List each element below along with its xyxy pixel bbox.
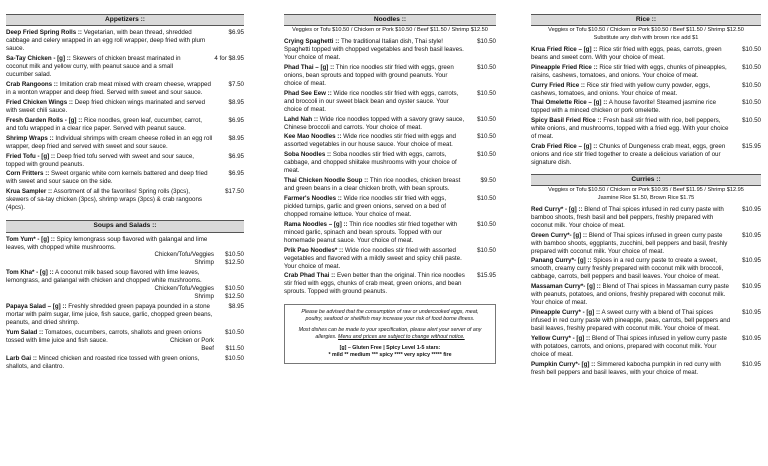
item-desc: The traditional Italian dish, Thai style! Spaghetti topped with chopped vegetables and fresh basil leaves. Your choice of meat. — [284, 38, 464, 62]
item-price: $6.95 — [228, 116, 244, 124]
item-name: Soba Noodles :: — [284, 151, 332, 159]
item-name: Thai Omelette Rice – [g] :: — [531, 99, 608, 107]
item-price: $10.95 — [742, 283, 761, 291]
item-desc: Vegetarian, with bean thread, shredded cabbage and celery wrapped in an egg roll wrapper, deep fried with plum sauce. — [6, 29, 206, 53]
soups-list — [6, 236, 244, 371]
item-price: $10.50 — [477, 63, 496, 71]
item-price: $10.50 — [477, 246, 496, 254]
item-desc: A sweet curry with a blend of Thai spices infused in red curry paste with pineapple, peas, carrots, bell peppers and basil leaves, freshly prepared with coconut milk. Your choice of meat. — [531, 309, 731, 332]
item-name: Pumpkin Curry*- [g] :: — [531, 360, 596, 368]
variant-label: Chicken or Pork — [169, 336, 214, 344]
item-price: $10.50 — [742, 45, 761, 53]
item-desc: Wide rice noodles stir fried with assorted vegetables and flavored with a mildly sweet and spicy chili paste. Your choice of meat. — [284, 246, 462, 270]
menu-item — [531, 361, 761, 377]
item-name: Shrimp Wraps :: — [6, 134, 54, 142]
item-price: $8.95 — [228, 303, 244, 311]
noodles-pricing: Veggies or Tofu $10.50 / Chicken or Pork $10.50 / Beef $11.50 / Shrimp $12.50 — [292, 27, 488, 34]
item-price: $10.50 — [742, 117, 761, 125]
item-price: $7.50 — [228, 81, 244, 89]
item-price: $10.50 — [225, 354, 244, 362]
item-price: 4 for $8.95 — [214, 55, 244, 63]
item-price: $6.95 — [228, 29, 244, 37]
menu-item — [6, 55, 244, 79]
menu-item — [531, 82, 761, 98]
item-price: $8.95 — [228, 134, 244, 142]
item-name: Pineapple Fried Rice :: — [531, 63, 598, 71]
menu-item — [6, 153, 244, 169]
item-name: Yellow Curry* - [g] :: — [531, 334, 591, 342]
item-price: $10.50 — [477, 195, 496, 203]
item-name: Fried Chicken Wings :: — [6, 98, 73, 106]
item-name: Fresh Garden Rolls - [g] :: — [6, 116, 83, 124]
item-name: Krua Fried Rice – [g] :: — [531, 45, 598, 53]
item-desc: Thin rice noodles stir fried with eggs, green onions, bean sprouts and topped with ground peanuts. Your choice of meat. — [284, 63, 454, 87]
item-desc: Wide rice noodles stir fried with eggs, pickled turnips, garlic and green onions, served on a bed of chopped romaine lettuce. Your choice of meat. — [284, 195, 447, 218]
item-price: $10.95 — [742, 205, 761, 213]
item-name: Massaman Curry*- [g] :: — [531, 283, 601, 291]
menu-item — [284, 90, 496, 114]
menu-item — [531, 257, 761, 281]
item-desc: Deep fried chicken wings marinated and served with sweet chili sauce. — [6, 98, 206, 114]
item-name: Kee Mao Noodles :: — [284, 133, 342, 141]
menu-item — [531, 335, 761, 359]
notice-food-safety: Please be advised that the consumption of raw or undercooked eggs, meat, poultry, seafood or shellfish may increase your risk of food borne illness. — [301, 309, 479, 323]
item-desc: Simmered kabocha pumpkin in red curry with fresh bell peppers and basil leaves, with your choice of meat. — [531, 360, 721, 376]
price-variant — [6, 293, 244, 301]
item-desc: Soba noodles stir fried with eggs, carrots, cabbage, and chopped shiitake mushrooms with your choice of meat. — [284, 151, 457, 175]
item-price: $10.95 — [742, 231, 761, 239]
item-desc: Freshly shredded green papaya pounded in a stone mortar with palm sugar, lime juice, fish sauce, garlic, chopped green beans, peanuts, and dried shrimp. — [6, 303, 213, 326]
item-price: $10.95 — [742, 257, 761, 265]
item-price: $10.50 — [742, 99, 761, 107]
noodles-list — [284, 38, 496, 296]
variant-price: $11.50 — [225, 344, 244, 352]
menu-item — [6, 303, 244, 327]
item-name: Larb Gai :: — [6, 354, 37, 362]
allergy-notice — [284, 304, 496, 363]
menu-item — [531, 309, 761, 333]
item-name: Tom Kha* - [g] :: — [6, 269, 54, 277]
curries-header: Curries :: — [531, 174, 761, 186]
item-name: Curry Fried Rice :: — [531, 81, 585, 89]
variant-label: Chicken/Tofu/Veggies — [154, 251, 214, 259]
menu-item — [6, 269, 244, 285]
price-variant — [6, 285, 244, 293]
item-name: Corn Fritters :: — [6, 170, 50, 178]
notice-allergies-text: Most dishes can be made to your specification, please alert your server of any allergies. — [298, 327, 482, 340]
item-price: $10.95 — [742, 360, 761, 368]
menu-item — [284, 38, 496, 62]
item-price: $10.50 — [742, 63, 761, 71]
curries-rice-note: Jasmine Rice $1.50, Brown Rice $1.75 — [597, 195, 695, 202]
variant-label: Beef — [201, 344, 214, 352]
menu-item — [531, 117, 761, 141]
variant-price: $12.50 — [225, 293, 244, 301]
item-name: Sa-Tay Chicken - [g] :: — [6, 55, 71, 63]
item-name: Red Curry* - [g] :: — [531, 205, 583, 213]
item-name: Crab Rangoons :: — [6, 81, 58, 89]
menu-item — [531, 99, 761, 115]
item-name: Krua Sampler :: — [6, 188, 53, 196]
rice-brown-note: Substitute any dish with brown rice add $1 — [593, 35, 699, 42]
item-desc: Wide rice noodles topped with a savory gravy sauce, Chinese broccoli and carrots. Your choice of meat. — [284, 115, 465, 131]
menu-item — [284, 116, 496, 132]
item-price: $10.50 — [477, 220, 496, 228]
item-desc: Fresh basil stir fried with rice, bell peppers, white onions, and mushrooms, topped with a fried egg. With your choice of meat. — [531, 117, 729, 141]
menu-item — [531, 143, 761, 167]
menu-item — [531, 232, 761, 256]
column-right — [531, 14, 761, 379]
rice-pricing: Veggies or Tofu $10.50 / Chicken or Pork $10.50 / Beef $11.50 / Shrimp $12.50 — [548, 27, 744, 34]
item-desc: Thin rice noodles, chicken breast and green beans in a clear chicken broth, with bean sprouts. — [284, 177, 461, 193]
item-desc: Tomatoes, cucumbers, carrots, shallots and green onions tossed with lime juice and fish sauce. — [6, 328, 202, 344]
variant-label: Shrimp — [194, 259, 214, 267]
notice-price-change: Menu and prices are subject to change without notice. — [338, 333, 465, 340]
menu-item — [284, 195, 496, 219]
item-desc: Deep fried tofu served with sweet and sour sauce, topped with ground peanuts. — [6, 152, 194, 168]
menu-item — [6, 81, 244, 97]
item-desc: Spicy lemongrass soup flavored with galangal and lime leaves, with chopped white mushrooms. — [6, 235, 208, 251]
item-desc: Blend of Thai spices in Massaman curry paste with peanuts, potatoes, and onions, freshly prepared with coconut milk. Your choice of meat. — [531, 283, 729, 307]
item-price: $10.50 — [477, 115, 496, 123]
menu-item — [6, 29, 244, 53]
spice-legend-title: [g] – Gluten Free | Spicy Level 1-5 stars: — [339, 344, 441, 351]
variant-price: $10.50 — [225, 285, 244, 293]
item-name: Papaya Salad – [g] :: — [6, 303, 67, 311]
item-name: Yum Salad :: — [6, 328, 44, 336]
item-name: Deep Fried Spring Rolls :: — [6, 29, 82, 37]
soups-header: Soups and Salads :: — [6, 220, 244, 232]
rice-header: Rice :: — [531, 14, 761, 26]
menu-item — [6, 355, 244, 371]
item-desc: Blend of Thai spices infused in red curry paste with bamboo shoots, fresh basil and bell peppers, freshly prepared with coconut milk. Your choice of meat. — [531, 205, 724, 229]
curries-pricing: Veggies or Tofu $10.50 / Chicken or Pork $10.95 / Beef $11.95 / Shrimp $12.95 — [548, 187, 744, 194]
item-name: Farmer's Noodles :: — [284, 195, 342, 203]
menu-item — [531, 283, 761, 307]
notice-allergies — [293, 327, 487, 341]
variant-label: Chicken/Tofu/Veggies — [154, 285, 214, 293]
column-left — [6, 14, 244, 373]
item-price: $10.50 — [477, 151, 496, 159]
item-price: $9.50 — [480, 177, 496, 185]
item-desc: Skewers of chicken breast marinated in coconut milk and yellow curry, with peanut sauce and a small cucumber salad. — [6, 55, 181, 79]
menu-item — [531, 64, 761, 80]
menu-item — [284, 151, 496, 175]
item-desc: Imitation crab meat mixed with cream cheese, wrapped in a wonton wrapper and deep fried. Served with sweet and sour sauce. — [6, 81, 211, 96]
item-price: $15.95 — [477, 272, 496, 280]
item-price: $10.50 — [477, 133, 496, 141]
item-name: Rama Noodles – [g] :: — [284, 220, 348, 228]
item-name: Thai Chicken Noodle Soup :: — [284, 177, 369, 185]
price-variant — [6, 345, 244, 353]
item-desc: Minced chicken and roasted rice tossed with green onions, shallots, and cilantro. — [6, 354, 200, 370]
item-name: Green Curry*- [g] :: — [531, 231, 588, 239]
item-desc: Even better than the original. Thin rice noodles stir fried with eggs, chunks of crab meat, green onions, and bean sprouts. Topped with ground peanuts. — [284, 272, 465, 296]
item-desc: A coconut milk based soup flavored with lime leaves, lemongrass, and galangal with chicken and chopped white mushrooms. — [6, 269, 202, 285]
item-desc: Wide rice noodles stir fried with eggs and assorted vegetables in our house sauce. Your choice of meat. — [284, 133, 456, 149]
column-middle — [284, 14, 496, 364]
item-price: $15.95 — [742, 143, 761, 151]
item-name: Phad See Eew :: — [284, 89, 332, 97]
item-desc: A house favorite! Steamed jasmine rice topped with a minced chicken or pork omelette. — [531, 99, 717, 115]
item-desc: Chunks of Dungeness crab meat, eggs, green onions and rice stir fried together to create a delicious variation of our signature dish. — [531, 143, 726, 167]
item-desc: Blend of Thai spices infused in yellow curry paste with potatoes, carrots, and onions, prepared with coconut milk. Your choice of meat. — [531, 334, 727, 358]
item-desc: Rice stir fried with yellow curry powder, eggs, cashews, tomatoes, and onions. Your choice of meat. — [531, 81, 711, 97]
item-name: Fried Tofu - [g] :: — [6, 152, 56, 160]
item-price: $6.95 — [228, 170, 244, 178]
menu-item — [6, 135, 244, 151]
appetizers-header: Appetizers :: — [6, 14, 244, 26]
item-price: $10.50 — [742, 81, 761, 89]
item-price: $10.95 — [742, 334, 761, 342]
item-price: $8.95 — [228, 98, 244, 106]
menu-item — [6, 329, 244, 345]
item-desc: Rice stir fried with eggs, peas, carrots, green beans and sweet corn. With your choice of meat. — [531, 45, 722, 61]
menu-item — [284, 177, 496, 193]
variant-price: $12.50 — [225, 259, 244, 267]
menu-item — [284, 247, 496, 271]
price-variant — [6, 251, 244, 259]
noodles-header: Noodles :: — [284, 14, 496, 26]
item-name: Crab Phad Thai :: — [284, 272, 336, 280]
appetizers-list — [6, 29, 244, 212]
menu-item — [284, 272, 496, 296]
variant-label: Shrimp — [194, 293, 214, 301]
item-desc: Individual shrimps with cream cheese rolled in an egg roll wrapper, deep fried and served with sweet and sour sauce. — [6, 134, 213, 150]
menu-item — [284, 133, 496, 149]
item-desc: Thin rice noodles stir fried together with minced garlic, spinach and bean sprouts. Topped with our homemade peanut sauce. Your choice of meat. — [284, 220, 458, 244]
item-name: Tom Yum* - [g] :: — [6, 235, 55, 243]
item-desc: Spices in a red curry paste to create a sweet, smooth, creamy curry freshly prepared with coconut milk with broccoli, cabbage, carrots, bell peppers and basil leaves. Your choice of meat. — [531, 257, 724, 281]
item-name: Crying Spaghetti :: — [284, 38, 340, 46]
item-price: $17.50 — [225, 188, 244, 196]
item-name: Crab Fried Rice – [g] :: — [531, 143, 598, 151]
curries-list — [531, 206, 761, 377]
item-name: Panang Curry*- [g] :: — [531, 257, 592, 265]
item-name: Prik Pao Noodles* :: — [284, 246, 344, 254]
item-name: Pineapple Curry* - [g] :: — [531, 309, 601, 317]
menu-item — [6, 236, 244, 252]
rice-list — [531, 46, 761, 167]
item-price: $6.95 — [228, 152, 244, 160]
variant-price: $10.50 — [225, 251, 244, 259]
menu-item — [284, 221, 496, 245]
item-name: Lahd Nah :: — [284, 115, 319, 123]
menu-item — [531, 206, 761, 230]
item-desc: Rice noodles, green leaf, cucumber, carrot, and tofu wrapped in a clear rice paper. Served with peanut sauce. — [6, 116, 203, 132]
price-variant — [6, 259, 244, 267]
item-name: Phad Thai – [g] :: — [284, 63, 335, 71]
menu-item — [6, 117, 244, 133]
item-desc: Assortment of all the favorites! Spring rolls (3pcs), skewers of sa-tay chicken (3pcs), shrimp wraps (3pcs) & crab rangoons (4pcs). — [6, 188, 203, 212]
item-price: $10.50 — [225, 328, 244, 336]
item-desc: Sweet organic white corn kernels battered and deep fried with sweet and sour sauce on the side. — [6, 170, 208, 186]
menu-item — [284, 64, 496, 88]
menu-item — [6, 170, 244, 186]
item-desc: Wide rice noodles stir fried with eggs, carrots, and broccoli in our sweet black bean and oyster sauce. Your choice of meat. — [284, 89, 459, 113]
menu-item — [531, 46, 761, 62]
spice-legend-levels: * mild ** medium *** spicy **** very spicy ***** fire — [328, 351, 452, 358]
menu-item — [6, 99, 244, 115]
item-price: $10.95 — [742, 309, 761, 317]
item-desc: Rice stir fried with eggs, chunks of pineapples, raisins, cashews, tomatoes, and onions. Your choice of meat. — [531, 63, 727, 79]
item-price: $10.50 — [477, 89, 496, 97]
menu-item — [6, 188, 244, 212]
item-price: $10.50 — [477, 38, 496, 46]
item-name: Spicy Basil Fried Rice :: — [531, 117, 602, 125]
item-desc: Blend of Thai spices infused in green curry paste with bamboo shoots, eggplants, zucchini, bell peppers and basil, freshly prepared with coconut milk. Your choice of meat. — [531, 231, 728, 255]
